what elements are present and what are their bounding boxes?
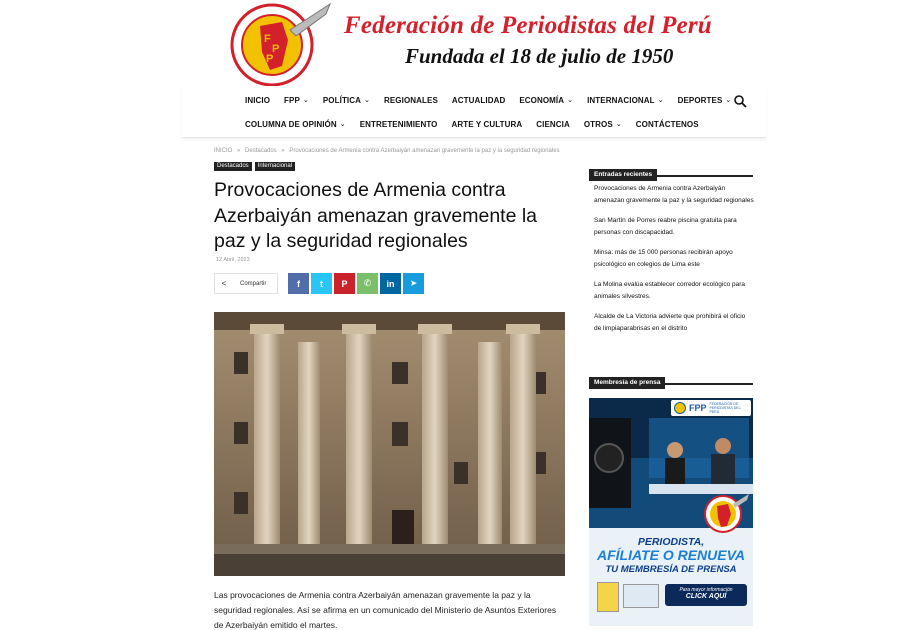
nav-item-entretenimiento[interactable] <box>360 120 438 129</box>
chevron-down-icon: ⌄ <box>657 97 664 104</box>
nav-item-label: ARTE Y CULTURA <box>451 119 523 129</box>
membership-heading-label: Membresía de prensa <box>589 377 665 389</box>
nav-item-contáctenos[interactable] <box>636 120 699 129</box>
svg-text:P: P <box>272 43 280 55</box>
tag-destacados[interactable]: Destacados <box>214 162 252 171</box>
nav-item-label: REGIONALES <box>383 95 438 105</box>
nav-item-label: ACTUALIDAD <box>451 95 506 105</box>
nav-item-fpp[interactable] <box>284 96 309 105</box>
telegram-icon[interactable]: ➤ <box>403 273 424 294</box>
facebook-icon[interactable]: f <box>288 273 309 294</box>
whatsapp-icon[interactable]: ✆ <box>357 273 378 294</box>
banner-brand <box>671 400 751 416</box>
banner-headline-3: TU MEMBRESÍA DE PRENSA <box>605 564 737 575</box>
banner-logo-icon <box>674 402 686 414</box>
press-card-icon <box>597 582 619 612</box>
breadcrumb-home[interactable]: INICIO <box>214 148 233 154</box>
nav-item-arte-y-cultura[interactable] <box>452 120 523 129</box>
twitter-icon[interactable]: t <box>311 273 332 294</box>
membership-banner[interactable] <box>589 398 753 626</box>
chevron-down-icon: ⌄ <box>615 121 622 128</box>
nav-item-label: OTROS <box>583 119 613 129</box>
banner-cta-label: CLICK AQUÍ <box>685 593 727 600</box>
membership-heading <box>589 371 753 385</box>
article-date: 12 Abril, 2023 <box>216 257 250 263</box>
share-label: Compartir <box>240 280 267 287</box>
press-id-icon <box>623 584 659 608</box>
site-subtitle: Fundada el 18 de julio de 1950 <box>405 44 674 68</box>
nav-item-columna-de-opinión[interactable] <box>245 120 346 129</box>
fpp-logo[interactable] <box>226 0 334 86</box>
breadcrumb-separator: » <box>237 148 241 154</box>
recent-post-link[interactable]: Provocaciones de Armenia contra Azerbaiyán amenazan gravemente la paz y la seguridad regionales <box>594 185 754 204</box>
tag-internacional[interactable]: Internacional <box>255 162 295 171</box>
breadcrumb-category[interactable]: Destacados <box>245 148 277 154</box>
article-body: Las provocaciones de Armenia contra Azerbaiyán amenazan gravemente la paz y la seguridad regionales. Así se afirma en un comunicado del Ministerio de Asuntos Exteriores de Azerbaiyán emitido el martes. <box>214 590 557 630</box>
chevron-down-icon: ⌄ <box>567 97 574 104</box>
share-icon: < <box>221 279 227 288</box>
nav-item-label: POLÍTICA <box>322 95 362 105</box>
nav-item-inicio[interactable] <box>245 96 270 105</box>
banner-cta-small: Para mayor información <box>679 587 733 593</box>
share-button[interactable] <box>214 273 278 294</box>
nav-item-label: INTERNACIONAL <box>587 95 655 105</box>
nav-item-label: INICIO <box>245 95 271 105</box>
search-icon[interactable] <box>733 94 747 108</box>
svg-text:P: P <box>266 53 274 65</box>
banner-headline-2: AFÍLIATE O RENUEVA <box>596 547 746 563</box>
main-navigation <box>182 88 766 138</box>
nav-item-label: ECONOMÍA <box>519 95 565 105</box>
nav-item-label: COLUMNA DE OPINIÓN <box>245 119 337 129</box>
nav-item-label: ENTRETENIMIENTO <box>359 119 438 129</box>
breadcrumb-current: Provocaciones de Armenia contra Azerbaiyán amenazan gravemente la paz y la seguridad regionales <box>289 148 560 154</box>
nav-item-actualidad[interactable] <box>452 96 505 105</box>
chevron-down-icon: ⌄ <box>725 97 732 104</box>
site-title: Federación de Periodistas del Perú <box>344 12 712 39</box>
svg-text:F: F <box>264 33 271 45</box>
nav-item-otros[interactable] <box>584 120 622 129</box>
nav-item-deportes[interactable] <box>678 96 732 105</box>
nav-item-label: DEPORTES <box>677 95 723 105</box>
nav-row-secondary <box>245 112 713 136</box>
banner-cta-button[interactable] <box>665 584 747 606</box>
article-tags <box>214 162 295 171</box>
nav-item-economía[interactable] <box>519 96 573 105</box>
site-header <box>0 0 923 88</box>
nav-item-label: CONTÁCTENOS <box>635 119 699 129</box>
recent-post-link[interactable]: La Molina evalúa establecer corredor ecológico para animales silvestres. <box>594 281 746 300</box>
nav-item-label: FPP <box>284 95 300 105</box>
nav-item-internacional[interactable] <box>587 96 664 105</box>
recent-posts-list <box>594 183 754 343</box>
banner-brand-sub: FEDERACIÓN DE PERIODISTAS DEL PERÚ <box>709 402 741 414</box>
nav-item-regionales[interactable] <box>384 96 438 105</box>
nav-item-política[interactable] <box>323 96 370 105</box>
linkedin-icon[interactable]: in <box>380 273 401 294</box>
recent-posts-heading <box>589 163 753 177</box>
recent-post-link[interactable]: San Martín de Porres reabre piscina gratuita para personas con discapacidad. <box>594 217 737 236</box>
banner-headline-1: PERIODISTA, <box>637 536 705 548</box>
banner-brand-label: FPP <box>689 403 707 413</box>
breadcrumb <box>214 148 563 154</box>
breadcrumb-separator: » <box>281 148 285 154</box>
chevron-down-icon: ⌄ <box>339 121 346 128</box>
nav-row-primary <box>245 88 745 112</box>
article-hero-image <box>214 312 565 576</box>
recent-post-link[interactable]: Minsa: más de 15 000 personas recibirán apoyo psicológico en colegios de Lima este <box>594 249 733 268</box>
pinterest-icon[interactable]: P <box>334 273 355 294</box>
nav-item-ciencia[interactable] <box>536 120 570 129</box>
article-title: Provocaciones de Armenia contra Azerbaiyán amenazan gravemente la paz y la seguridad regionales <box>214 179 538 252</box>
banner-fpp-seal-icon <box>701 494 749 534</box>
recent-posts-heading-label: Entradas recientes <box>589 169 657 181</box>
chevron-down-icon: ⌄ <box>364 97 370 104</box>
nav-item-label: CIENCIA <box>536 119 570 129</box>
chevron-down-icon: ⌄ <box>302 97 309 104</box>
recent-post-link[interactable]: Alcalde de La Victoria advierte que prohibirá el oficio de limpiaparabrisas en el distrito <box>594 313 746 332</box>
